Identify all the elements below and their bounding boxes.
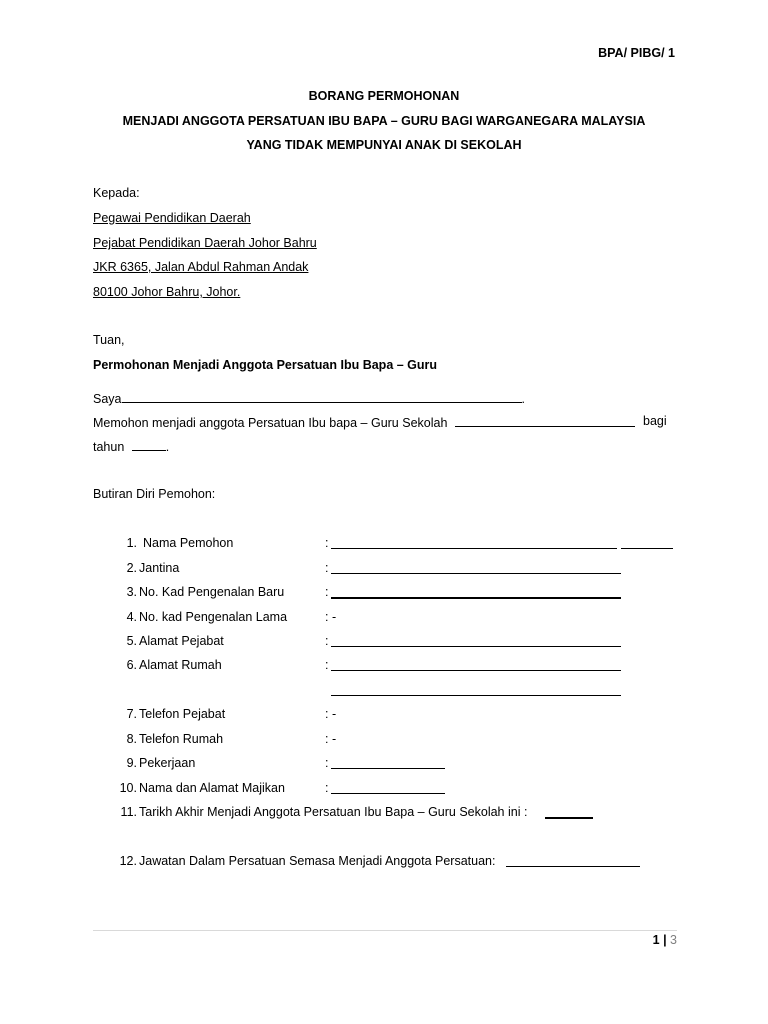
memohon-text: Memohon menjadi anggota Persatuan Ibu bapa – Guru Sekolah bbox=[93, 416, 448, 430]
field-colon: : bbox=[325, 634, 329, 648]
field-colon: : bbox=[325, 561, 329, 575]
section-title: Butiran Diri Pemohon: bbox=[93, 487, 216, 501]
field-number: 9. bbox=[126, 756, 137, 770]
bagi-text: bagi bbox=[643, 414, 667, 428]
field-label: Telefon Pejabat bbox=[139, 707, 226, 721]
field-label: Jawatan Dalam Persatuan Semasa Menjadi Anggota Persatuan: bbox=[139, 854, 496, 868]
field-blank[interactable] bbox=[331, 658, 621, 671]
field-label: Nama Pemohon bbox=[143, 536, 234, 550]
document-reference: BPA/ PIBG/ 1 bbox=[598, 46, 675, 60]
address-to: Kepada: bbox=[93, 186, 140, 200]
field-label: Nama dan Alamat Majikan bbox=[139, 781, 285, 795]
field-row-12 bbox=[0, 854, 768, 870]
field-blank[interactable] bbox=[331, 781, 445, 794]
field-row-5 bbox=[0, 634, 768, 650]
field-blank[interactable] bbox=[506, 854, 640, 867]
field-blank[interactable] bbox=[331, 756, 445, 769]
field-colon: : - bbox=[325, 732, 337, 746]
field-blank[interactable] bbox=[331, 585, 621, 599]
field-row-10 bbox=[0, 781, 768, 797]
field-colon: : bbox=[325, 658, 329, 672]
year-blank[interactable] bbox=[132, 438, 166, 451]
field-label: Alamat Rumah bbox=[139, 658, 222, 672]
field-label: Alamat Pejabat bbox=[139, 634, 224, 648]
field-row-11 bbox=[0, 805, 768, 821]
field-row-6 bbox=[0, 658, 768, 674]
memohon-line bbox=[93, 414, 635, 430]
field-blank[interactable] bbox=[331, 561, 621, 574]
address-line-3: JKR 6365, Jalan Abdul Rahman Andak bbox=[93, 260, 309, 274]
form-subtitle-1: MENJADI ANGGOTA PERSATUAN IBU BAPA – GURU BAGI WARGANEGARA MALAYSIA bbox=[122, 114, 646, 128]
field-row-4 bbox=[0, 610, 768, 626]
field-row-8 bbox=[0, 732, 768, 748]
field-colon: : bbox=[325, 536, 329, 550]
field-number: 1. bbox=[126, 536, 137, 550]
field-row-2 bbox=[0, 561, 768, 577]
field-number: 12. bbox=[119, 854, 137, 868]
current-page: 1 bbox=[652, 933, 660, 947]
field-row-3 bbox=[0, 585, 768, 601]
field-label: No. Kad Pengenalan Baru bbox=[139, 585, 285, 599]
field-number: 5. bbox=[126, 634, 137, 648]
field-label: No. kad Pengenalan Lama bbox=[139, 610, 288, 624]
address-line-4: 80100 Johor Bahru, Johor. bbox=[93, 285, 241, 299]
field-blank[interactable] bbox=[331, 536, 617, 549]
field-label: Telefon Rumah bbox=[139, 732, 224, 746]
form-subtitle-2: YANG TIDAK MEMPUNYAI ANAK DI SEKOLAH bbox=[246, 138, 522, 152]
field-colon: : - bbox=[325, 707, 337, 721]
field-colon: : bbox=[325, 781, 329, 795]
saya-period: . bbox=[521, 392, 525, 406]
field-label: Pekerjaan bbox=[139, 756, 196, 770]
salutation: Tuan, bbox=[93, 333, 125, 347]
page-number bbox=[653, 933, 677, 947]
field-number: 2. bbox=[126, 561, 137, 575]
field-number: 8. bbox=[126, 732, 137, 746]
field-number: 4. bbox=[126, 610, 137, 624]
footer-divider bbox=[93, 930, 677, 931]
field-row-9 bbox=[0, 756, 768, 772]
field-number: 10. bbox=[119, 781, 137, 795]
field-number: 11. bbox=[120, 805, 137, 819]
address-line-2: Pejabat Pendidikan Daerah Johor Bahru bbox=[93, 236, 317, 250]
form-title: BORANG PERMOHONAN bbox=[308, 89, 460, 103]
page-separator: | bbox=[663, 933, 667, 947]
field-label: Jantina bbox=[139, 561, 180, 575]
tahun-label: tahun bbox=[93, 440, 125, 454]
field-number: 7. bbox=[126, 707, 137, 721]
field-number: 6. bbox=[126, 658, 137, 672]
field-blank[interactable] bbox=[621, 536, 673, 549]
school-blank[interactable] bbox=[455, 414, 635, 427]
letter-subject: Permohonan Menjadi Anggota Persatuan Ibu Bapa – Guru bbox=[93, 358, 438, 372]
tahun-line bbox=[93, 438, 169, 454]
address-line-1: Pegawai Pendidikan Daerah bbox=[93, 211, 251, 225]
field-colon: : - bbox=[325, 610, 337, 624]
total-pages: 3 bbox=[670, 933, 677, 947]
tahun-period: . bbox=[165, 440, 170, 454]
field-row-7 bbox=[0, 707, 768, 723]
field-label: Tarikh Akhir Menjadi Anggota Persatuan Ibu Bapa – Guru Sekolah ini : bbox=[139, 805, 528, 819]
field-number: 3. bbox=[126, 585, 137, 599]
field-blank[interactable] bbox=[331, 634, 621, 647]
name-blank[interactable] bbox=[122, 390, 522, 403]
saya-label: Saya bbox=[93, 392, 122, 406]
field-row-1 bbox=[0, 536, 768, 552]
field-blank[interactable] bbox=[545, 805, 593, 819]
field-colon: : bbox=[325, 585, 329, 599]
address-continuation-blank[interactable] bbox=[331, 683, 621, 696]
field-colon: : bbox=[325, 756, 329, 770]
saya-line bbox=[93, 390, 525, 406]
